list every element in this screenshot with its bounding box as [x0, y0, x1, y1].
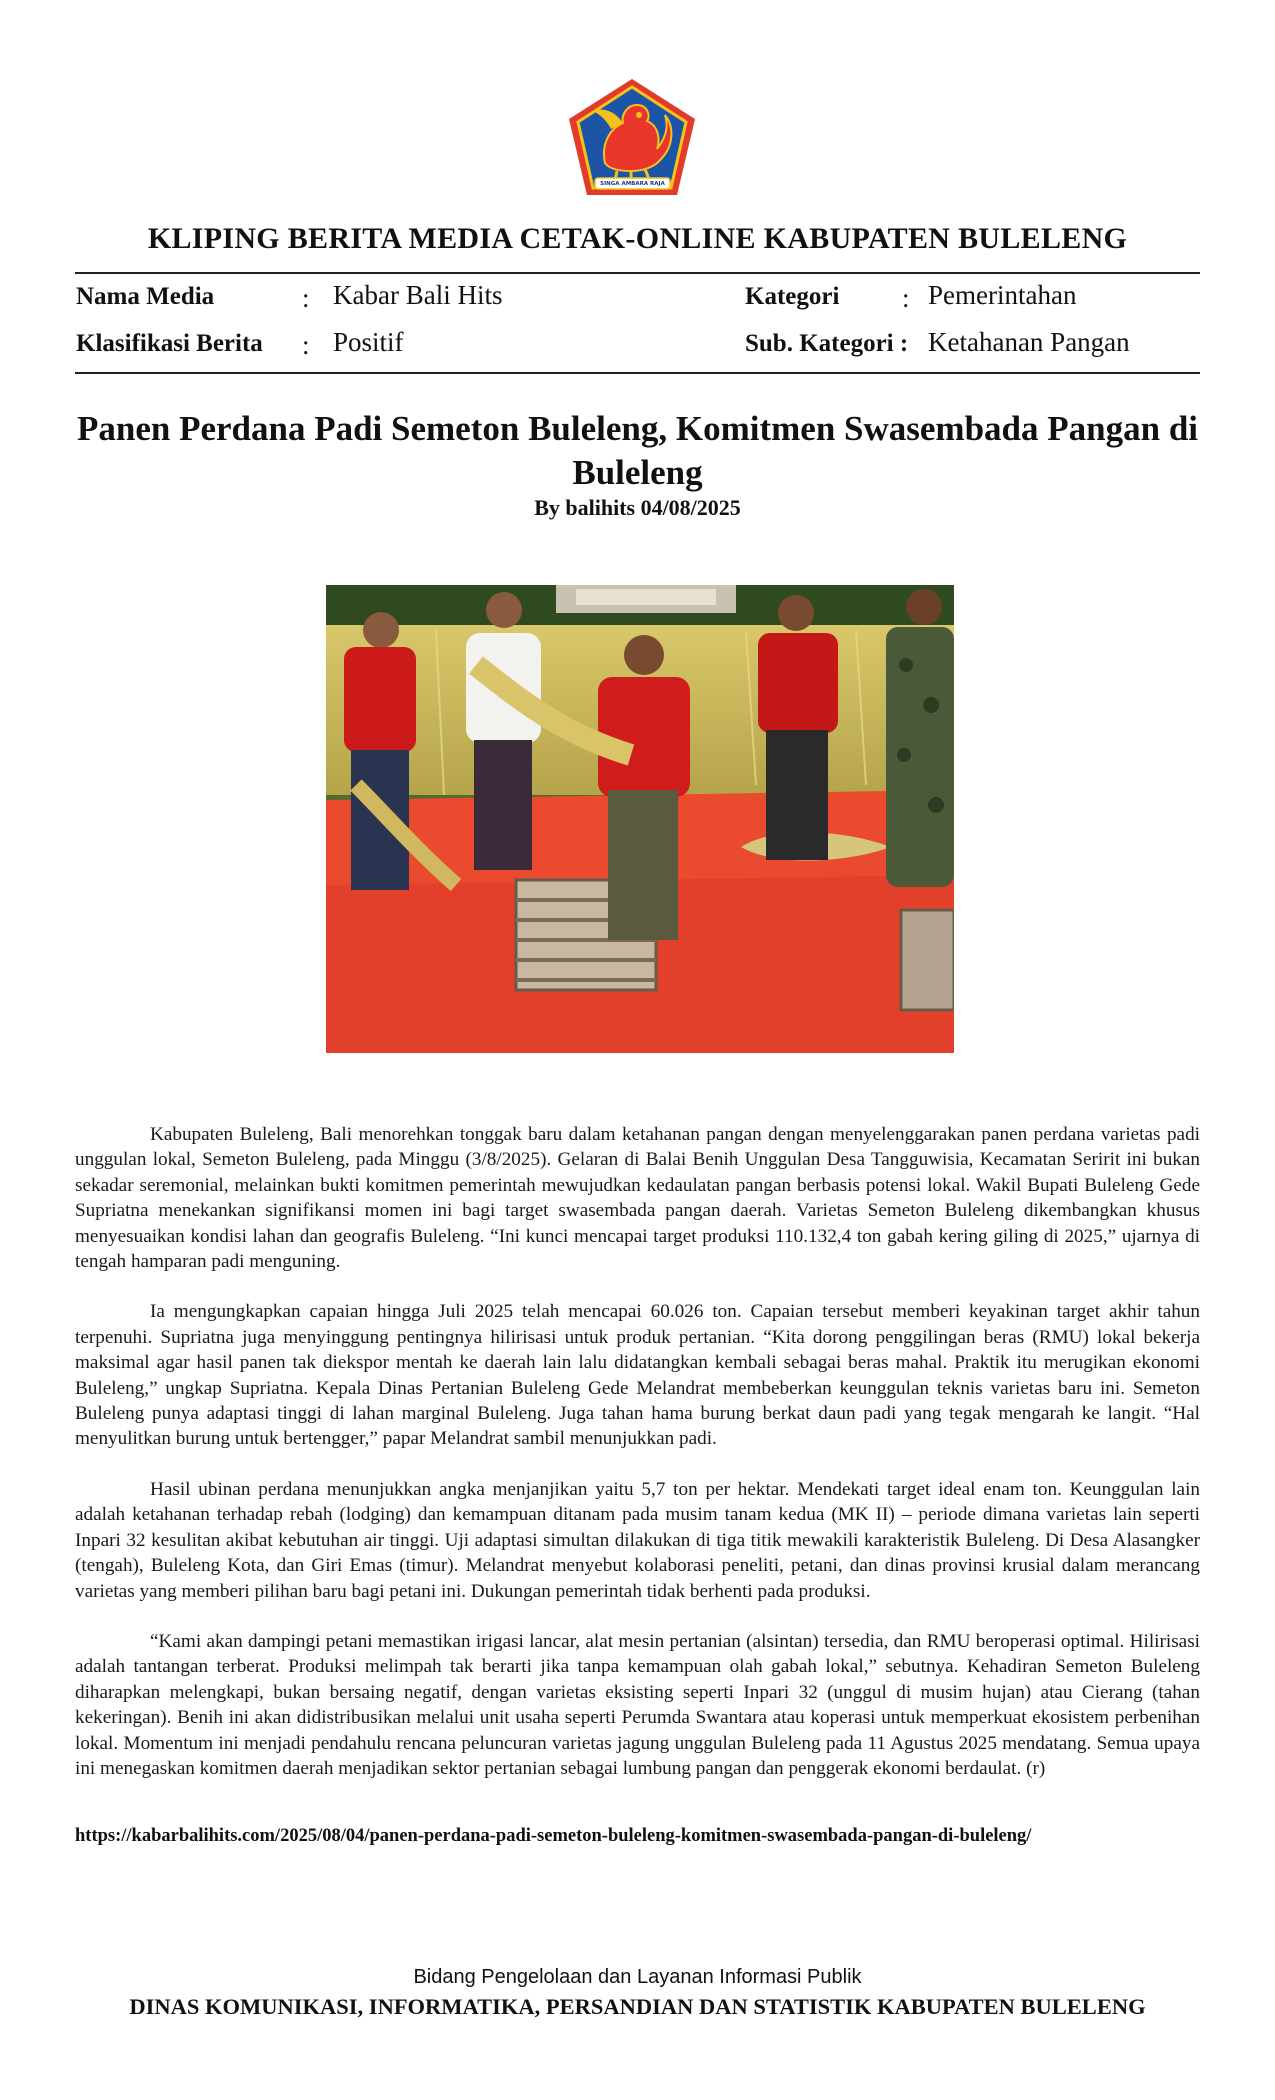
category-value: Pemerintahan — [928, 280, 1077, 310]
document-header-title: KLIPING BERITA MEDIA CETAK-ONLINE KABUPATEN BULELENG — [147, 222, 1128, 255]
header-divider — [75, 272, 1200, 274]
article-body — [75, 1122, 1200, 1806]
category-label: Kategori — [745, 283, 840, 310]
article-paragraph: Kabupaten Buleleng, Bali menorehkan tonggak baru dalam ketahanan pangan dengan menyelenggarakan panen perdana varietas padi unggulan lokal, Semeton Buleleng, pada Minggu (3/8/2025). Gelaran di Balai Benih Unggulan Desa Tangguwisia, Kecamatan Seririt ini bukan sekadar seremonial, melainkan bukti komitmen pemerintah mewujudkan kedaulatan pangan berbasis potensi lokal. Wakil Bupati Buleleng Gede Supriatna menekankan signifikansi momen ini bagi target swasembada pangan daerah. Varietas Semeton Buleleng dikembangkan khusus menyesuaikan kondisi lahan dan geografis Buleleng. “Ini kunci mencapai target produksi 110.132,4 ton gabah kering giling di 2025,” ujarnya di tengah hamparan padi menguning. — [75, 1124, 1200, 1273]
category-colon: : — [902, 283, 910, 313]
classification-colon: : — [302, 330, 310, 360]
metadata-divider — [75, 372, 1200, 374]
article-paragraph: “Kami akan dampingi petani memastikan irigasi lancar, alat mesin pertanian (alsintan) tersedia, dan RMU beroperasi optimal. Hilirisasi adalah tantangan terberat. Produksi melimpah tak berarti jika tanpa kemampuan olah gabah lokal,” sebutnya. Kehadiran Semeton Buleleng diharapkan melengkapi, bukan bersaing negatif, dengan varietas eksisting seperti Inpari 32 (unggul di musim hujan) atau Cierang (tahan kekeringan). Benih ini akan didistribusikan melalui unit usaha seperti Perumda Swantara atau koperasi untuk memperkuat ekosistem perbenihan lokal. Momentum ini menjadi pendahulu rencana peluncuran varietas jagung unggulan Buleleng pada 11 Agustus 2025 mendatang. Semua upaya ini menegaskan komitmen daerah menjadikan sektor pertanian sebagai lumbung pangan dan penggerak ekonomi berdaulat. (r) — [75, 1630, 1200, 1779]
classification-value: Positif — [333, 327, 404, 357]
subcategory-value: Ketahanan Pangan — [928, 327, 1130, 357]
article-byline: By balihits 04/08/2025 — [534, 495, 741, 520]
source-link[interactable]: https://kabarbalihits.com/2025/08/04/panen-perdana-padi-semeton-buleleng-komitmen-swasembada-pangan-di-buleleng/ — [75, 1826, 1032, 1846]
article-paragraph: Ia mengungkapkan capaian hingga Juli 2025 telah mencapai 60.026 ton. Capaian tersebut memberi keyakinan target akhir tahun terpenuhi. Supriatna juga menyinggung pentingnya hilirisasi untuk produk pertanian. “Kita dorong penggilingan beras (RMU) lokal bekerja maksimal agar hasil panen tak diekspor mentah ke daerah lain lalu didatangkan kembali sebagai beras mahal. Praktik itu merugikan ekonomi Buleleng,” ungkap Supriatna. Kepala Dinas Pertanian Buleleng Gede Melandrat membeberkan keunggulan teknis varietas baru ini. Semeton Buleleng punya adaptasi tinggi di lahan marginal Buleleng. Juga tahan hama burung berkat daun padi yang tegak mengarah ke langit. “Hal menyulitkan burung untuk bertengger,” papar Melandrat sambil menunjukkan padi. — [75, 1301, 1200, 1450]
article-title: Panen Perdana Padi Semeton Buleleng, Komitmen Swasembada Pangan di Buleleng — [76, 409, 1199, 492]
media-value: Kabar Bali Hits — [333, 280, 503, 310]
media-colon: : — [302, 283, 310, 313]
footer-agency: DINAS KOMUNIKASI, INFORMATIKA, PERSANDIAN DAN STATISTIK KABUPATEN BULELENG — [129, 1994, 1146, 2019]
classification-label: Klasifikasi Berita — [76, 330, 263, 357]
article-paragraph: Hasil ubinan perdana menunjukkan angka menjanjikan yaitu 5,7 ton per hektar. Mendekati target ideal enam ton. Keunggulan lain adalah ketahanan terhadap rebah (lodging) dan kemampuan ditanam pada musim tanam kedua (MK II) – periode dimana varietas lain seperti Inpari 32 kesulitan akibat kebutuhan air tinggi. Uji adaptasi simultan dilakukan di tiga titik mewakili karakteristik Buleleng. Di Desa Alasangker (tengah), Buleleng Kota, dan Giri Emas (timur). Melandrat menyebut kolaborasi peneliti, petani, dan dinas provinsi krusial dalam merancang varietas yang memberi pilihan baru bagi petani ini. Dukungan pemerintah tidak berhenti pada produksi. — [75, 1478, 1200, 1602]
emblem-motto: SINGA AMBARA RAJA — [600, 181, 665, 187]
media-label: Nama Media — [76, 283, 215, 310]
article-photo — [326, 585, 954, 1053]
footer-department: Bidang Pengelolaan dan Layanan Informasi Publik — [413, 1966, 862, 1988]
subcategory-label: Sub. Kategori : — [745, 330, 909, 357]
buleleng-regency-emblem-icon — [565, 75, 700, 200]
